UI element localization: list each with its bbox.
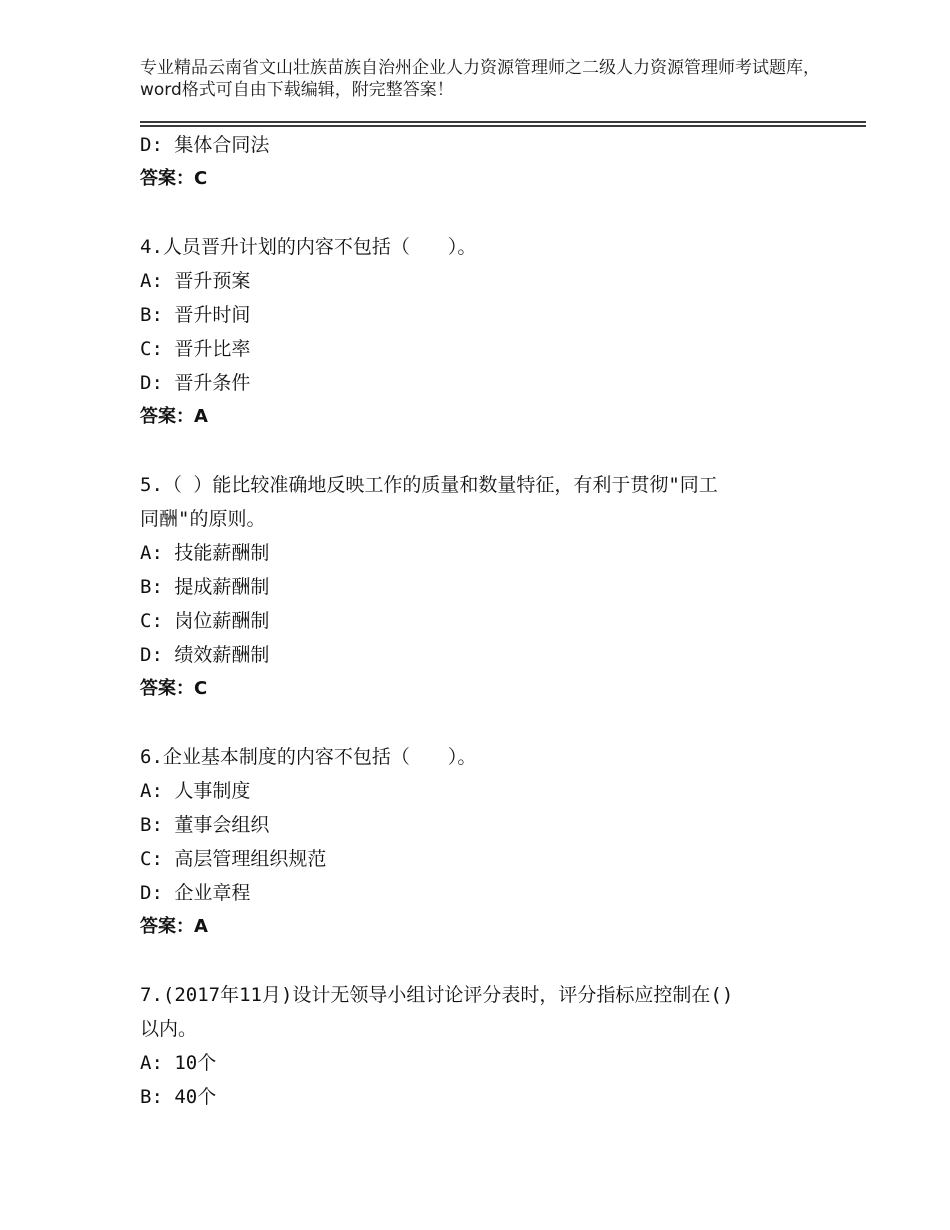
question-text-line-1: 7.(2017年11月)设计无领导小组讨论评分表时，评分指标应控制在() [140,984,734,1006]
question-5 [140,468,820,706]
option-d: D: 集体合同法 [140,134,270,156]
spacer [140,434,820,468]
header-rule-bottom [140,125,866,127]
question-3-tail [140,128,820,196]
option-c: C: 岗位薪酬制 [140,610,270,632]
answer: 答案：A [140,406,208,427]
question-text: 4.人员晋升计划的内容不包括（ ）。 [140,236,477,258]
document-header [140,57,830,101]
option-a: A: 技能薪酬制 [140,542,270,564]
question-text-line-1: 5.（ ）能比较准确地反映工作的质量和数量特征，有利于贯彻"同工 [140,474,718,496]
answer: 答案：A [140,916,208,937]
option-c: C: 晋升比率 [140,338,251,360]
option-b: B: 提成薪酬制 [140,576,270,598]
question-7 [140,978,820,1114]
header-title: 专业精品云南省文山壮族苗族自治州企业人力资源管理师之二级人力资源管理师考试题库，word格式可自由下载编辑，附完整答案！ [140,58,820,100]
spacer [140,196,820,230]
header-rule-top [140,121,866,123]
answer: 答案：C [140,168,208,189]
question-list [140,128,820,1114]
option-a: A: 晋升预案 [140,270,251,292]
spacer [140,944,820,978]
spacer [140,706,820,740]
option-a: A: 人事制度 [140,780,251,802]
question-text-line-2: 同酬"的原则。 [140,508,266,530]
question-text: 6.企业基本制度的内容不包括（ ）。 [140,746,477,768]
question-4 [140,230,820,434]
option-b: B: 董事会组织 [140,814,270,836]
option-d: D: 晋升条件 [140,372,251,394]
option-b: B: 晋升时间 [140,304,251,326]
option-a: A: 10个 [140,1052,217,1074]
answer: 答案：C [140,678,208,699]
option-d: D: 企业章程 [140,882,251,904]
question-text-line-2: 以内。 [140,1018,198,1040]
option-c: C: 高层管理组织规范 [140,848,327,870]
option-b: B: 40个 [140,1086,217,1108]
option-d: D: 绩效薪酬制 [140,644,270,666]
question-6 [140,740,820,944]
